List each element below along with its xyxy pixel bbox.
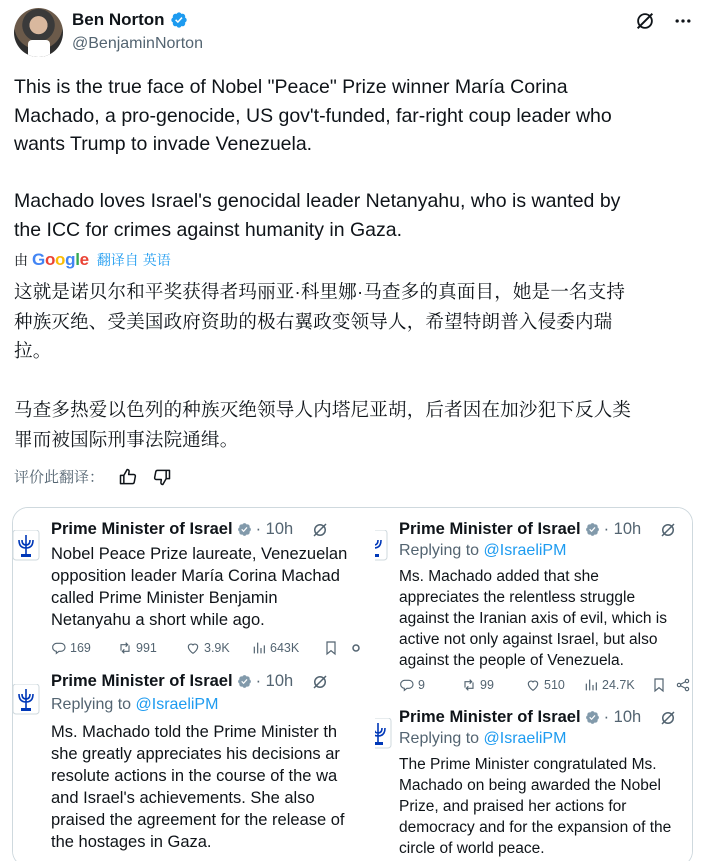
thumbs-up-icon[interactable] bbox=[118, 467, 138, 487]
gov-emblem-icon bbox=[13, 684, 43, 716]
author-name-row bbox=[72, 10, 188, 30]
verified-badge-icon bbox=[170, 11, 188, 29]
embedded-post-stats bbox=[51, 640, 361, 656]
embedded-post bbox=[13, 508, 365, 668]
gov-emblem-icon bbox=[375, 530, 391, 562]
share-icon[interactable] bbox=[351, 643, 361, 653]
replying-to: Replying to @IsraeliPM bbox=[399, 542, 567, 559]
views-stat[interactable]: 24.7K bbox=[583, 677, 647, 693]
reply-stat[interactable]: 169 bbox=[51, 640, 117, 656]
avatar[interactable] bbox=[14, 8, 63, 57]
embedded-author-name[interactable]: Prime Minister of Israel bbox=[51, 672, 233, 690]
rate-label: 评价此翻译： bbox=[14, 469, 105, 486]
views-stat[interactable]: 643K bbox=[251, 640, 319, 656]
embedded-post-body: Nobel Peace Prize laureate, Venezuelan opposition leader María Corina Machad called Prime Minister Benjamin Netanyahu a short while ago. bbox=[51, 545, 348, 629]
embedded-post-header bbox=[399, 708, 677, 727]
gov-emblem-icon bbox=[13, 530, 43, 562]
reply-icon bbox=[51, 640, 67, 656]
embedded-time: · 10h bbox=[255, 520, 294, 538]
replying-to: Replying to @IsraeliPM bbox=[399, 730, 567, 747]
bookmark-icon[interactable] bbox=[323, 640, 339, 656]
gov-emblem-icon bbox=[375, 718, 395, 750]
embedded-post-body: Ms. Machado told the Prime Minister th she greatly appreciates his decisions ar resolute actions in the course of the wa and Israel's achievements. She also praised the agreement for the release of the hostages in Gaza. bbox=[51, 723, 345, 851]
rate-translation bbox=[14, 466, 172, 487]
repost-icon bbox=[117, 640, 133, 656]
embedded-post-header bbox=[51, 520, 329, 539]
gov-badge-icon bbox=[585, 710, 600, 725]
heart-icon bbox=[525, 677, 541, 693]
replying-to-handle[interactable]: @IsraeliPM bbox=[135, 696, 219, 713]
embedded-post bbox=[375, 704, 693, 861]
views-icon bbox=[583, 677, 599, 693]
gov-badge-icon bbox=[585, 522, 600, 537]
google-logo: Google bbox=[32, 250, 89, 269]
embedded-post-stats bbox=[399, 677, 691, 693]
tweet-text: This is the true face of Nobel "Peace" Prize winner María Corina Machado, a pro-genocide, US gov't-funded, far-right coup leader who wants Trump to invade Venezuela. Machado loves Israel's genocidal leader Netanyahu, who is wanted by the ICC for crimes against humanity in Gaza. bbox=[14, 76, 621, 241]
reply-stat[interactable]: 9 bbox=[399, 677, 461, 693]
grok-icon[interactable] bbox=[311, 673, 329, 691]
replying-to-handle[interactable]: @IsraeliPM bbox=[483, 730, 567, 747]
translation-attribution bbox=[14, 250, 171, 270]
embedded-time: · 10h bbox=[603, 708, 642, 726]
embedded-time: · 10h bbox=[603, 520, 642, 538]
by-prefix: 由 bbox=[14, 252, 28, 268]
embedded-post bbox=[375, 508, 693, 696]
like-stat[interactable]: 510 bbox=[525, 677, 583, 693]
repost-icon bbox=[461, 677, 477, 693]
translated-text: 这就是诺贝尔和平奖获得者玛丽亚·科里娜·马查多的真面目，她是一名支持 种族灭绝、受美国政府资助的极右翼政变领导人，希望特朗普入侵委内瑞 拉。 马查多热爱以色列的种族灭绝领导人内塔尼亚胡，后者因在加沙犯下反人类 罪而被国际刑事法院通缉。 bbox=[14, 281, 632, 450]
bookmark-icon[interactable] bbox=[651, 677, 667, 693]
embedded-author-name[interactable]: Prime Minister of Israel bbox=[399, 520, 581, 538]
grok-icon[interactable] bbox=[659, 709, 677, 727]
header-actions bbox=[634, 10, 694, 32]
author-display-name[interactable]: Ben Norton bbox=[72, 10, 165, 29]
grok-icon[interactable] bbox=[634, 10, 656, 32]
replying-to-handle[interactable]: @IsraeliPM bbox=[483, 542, 567, 559]
like-stat[interactable]: 3.9K bbox=[185, 640, 251, 656]
more-icon[interactable] bbox=[672, 10, 694, 32]
repost-stat[interactable]: 991 bbox=[117, 640, 185, 656]
reply-icon bbox=[399, 677, 415, 693]
gov-badge-icon bbox=[237, 522, 252, 537]
embedded-author-name[interactable]: Prime Minister of Israel bbox=[51, 520, 233, 538]
embedded-post-header bbox=[51, 672, 329, 691]
tweet-header bbox=[14, 8, 694, 58]
embedded-post-header bbox=[399, 520, 677, 539]
embedded-author-name[interactable]: Prime Minister of Israel bbox=[399, 708, 581, 726]
gov-badge-icon bbox=[237, 674, 252, 689]
embedded-post-body: Ms. Machado added that she appreciates the relentless struggle against the Iranian axis of evil, which is active not only against Israel, but also against the people of Venezuela. bbox=[399, 568, 667, 669]
heart-icon bbox=[185, 640, 201, 656]
embedded-post-body: The Prime Minister congratulated Ms. Machado on being awarded the Nobel Prize, and praised her actions for democracy and for the expansion of the circle of world peace. bbox=[399, 756, 672, 857]
author-handle[interactable]: @BenjaminNorton bbox=[72, 35, 203, 52]
replying-to: Replying to @IsraeliPM bbox=[51, 696, 219, 713]
grok-icon[interactable] bbox=[311, 521, 329, 539]
translated-from-link[interactable]: 翻译自 英语 bbox=[96, 252, 171, 268]
repost-stat[interactable]: 99 bbox=[461, 677, 525, 693]
share-icon[interactable] bbox=[675, 677, 691, 693]
embedded-time: · 10h bbox=[255, 672, 294, 690]
thumbs-down-icon[interactable] bbox=[152, 467, 172, 487]
embedded-post bbox=[13, 668, 365, 861]
views-icon bbox=[251, 640, 267, 656]
embedded-screenshots[interactable] bbox=[12, 507, 693, 861]
grok-icon[interactable] bbox=[659, 521, 677, 539]
